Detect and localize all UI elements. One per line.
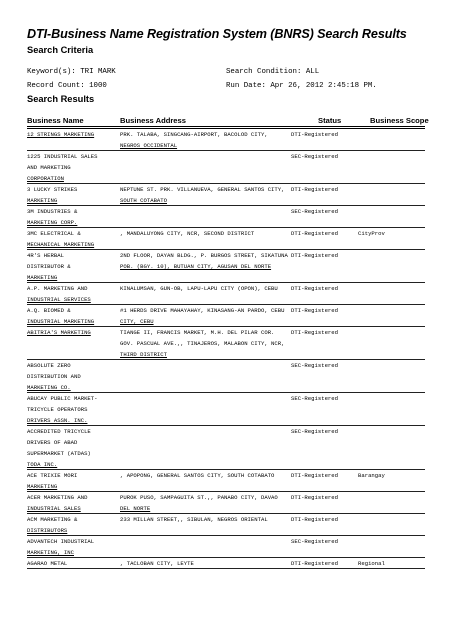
business-address-line: , MANDALUYONG CITY, NCR, SECOND DISTRICT (120, 230, 255, 237)
business-address-line: CITY, CEBU (120, 318, 154, 325)
cell-business-address (120, 228, 254, 239)
cell-business-address (120, 283, 278, 294)
cell-business-name (27, 327, 91, 338)
cell-business-address (120, 514, 268, 525)
business-name-line: MARKETING CORP. (27, 219, 78, 226)
business-name-line: DISTRIBUTION AND (27, 373, 81, 380)
cell-status: DTI-Registered (291, 516, 338, 523)
business-name-line: DRIVERS ASSN. INC. (27, 417, 88, 424)
business-address-line: 233 MILLAN STREET,, SIBULAN, NEGROS ORIENTAL (120, 516, 268, 523)
column-header-business-scope: Business Scope (370, 116, 429, 125)
cell-status: DTI-Registered (291, 307, 338, 314)
business-name-line: TRICYCLE OPERATORS (27, 406, 88, 413)
business-address-line: GOV. PASCUAL AVE.,, TINAJEROS, MALABON CITY, NCR, (120, 340, 285, 347)
business-address-line: DEL NORTE (120, 505, 151, 512)
cell-business-name (27, 360, 81, 393)
table-row (27, 283, 425, 305)
business-name-line: MECHANICAL MARKETING (27, 241, 95, 248)
business-name-line: AND MARKETING (27, 164, 71, 171)
table-row (27, 250, 425, 283)
cell-business-name (27, 283, 91, 305)
criteria-run-date: Run Date: Apr 26, 2012 2:45:18 PM. (226, 82, 377, 90)
business-name-line: ACE TRIXIE MORI (27, 472, 78, 479)
business-name-line: MARKETING (27, 197, 58, 204)
cell-status: SEC-Registered (291, 395, 338, 402)
table-row (27, 327, 425, 360)
cell-business-address (120, 129, 268, 151)
business-address-line: NEPTUNE ST. PRK. VILLANUEVA, GENERAL SANTOS CITY, (120, 186, 285, 193)
header-rule (27, 126, 425, 127)
business-address-line: , TACLOBAN CITY, LEYTE (120, 560, 194, 567)
business-name-line: A.Q. BIOMED & (27, 307, 71, 314)
cell-business-address (120, 492, 278, 514)
table-row (27, 536, 425, 558)
cell-business-name (27, 492, 87, 514)
search-results-heading: Search Results (27, 94, 95, 104)
table-row (27, 470, 425, 492)
cell-business-name (27, 426, 91, 470)
business-name-line: INDUSTRIAL SERVICES (27, 296, 91, 303)
cell-business-name (27, 250, 71, 283)
cell-business-scope: Barangay (358, 472, 385, 479)
business-name-line: 3MC ELECTRICAL & (27, 230, 81, 237)
business-name-line: ABITRIA'S MARKETING (27, 329, 91, 336)
business-name-line: MARKETING, INC (27, 549, 74, 556)
table-row (27, 393, 425, 426)
table-row (27, 228, 425, 250)
cell-status: SEC-Registered (291, 208, 338, 215)
business-name-line: CORPORATION (27, 175, 64, 182)
cell-business-address (120, 470, 274, 481)
business-name-line: 3 LUCKY STRIKES (27, 186, 78, 193)
cell-status: DTI-Registered (291, 186, 338, 193)
business-address-line: PUROK PUSO, SAMPAGUITA ST.,, PANABO CITY, DAVAO (120, 494, 278, 501)
cell-business-name (27, 305, 94, 327)
business-name-line: AGARAO METAL (27, 560, 68, 567)
table-row (27, 360, 425, 393)
cell-business-name (27, 536, 94, 558)
cell-status: DTI-Registered (291, 230, 338, 237)
cell-business-name (27, 470, 77, 492)
business-name-line: ABSOLUTE ZERO (27, 362, 71, 369)
cell-business-scope: CityProv (358, 230, 385, 237)
business-address-line: 2ND FLOOR, DAYAN BLDG., P. BURGOS STREET, SIKATUNA (120, 252, 288, 259)
cell-business-name (27, 514, 77, 536)
cell-business-name (27, 206, 77, 228)
cell-business-address (120, 184, 284, 206)
business-address-line: KINALUMSAN, GUN-OB, LAPU-LAPU CITY (OPON), CEBU (120, 285, 278, 292)
cell-business-scope: Regional (358, 560, 385, 567)
business-name-line: DRIVERS OF ABAD (27, 439, 78, 446)
cell-business-address (120, 305, 284, 327)
table-row (27, 129, 425, 151)
table-row (27, 206, 425, 228)
business-name-line: MARKETING CO. (27, 384, 71, 391)
business-name-line: 1225 INDUSTRIAL SALES (27, 153, 98, 160)
table-row (27, 151, 425, 184)
business-name-line: MARKETING (27, 274, 58, 281)
cell-business-address (120, 327, 284, 360)
business-name-line: ABUCAY PUBLIC MARKET- (27, 395, 98, 402)
cell-business-name (27, 151, 98, 184)
column-header-business-name: Business Name (27, 116, 84, 125)
cell-business-address (120, 250, 288, 272)
table-row (27, 305, 425, 327)
cell-status: DTI-Registered (291, 131, 338, 138)
business-name-line: ADVANTECH INDUSTRIAL (27, 538, 95, 545)
business-address-line: PRK. TALABA, SINGCANG-AIRPORT, BACOLOD CITY, (120, 131, 268, 138)
cell-business-name (27, 129, 94, 140)
business-address-line: #1 HERDS DRIVE MAHAYAHAY, KINASANG-AN PARDO, CEBU (120, 307, 285, 314)
business-name-line: 4R'S HERBAL (27, 252, 64, 259)
business-name-line: INDUSTRIAL SALES (27, 505, 81, 512)
criteria-record-count: Record Count: 1000 (27, 82, 107, 90)
cell-status: SEC-Registered (291, 428, 338, 435)
business-address-line: TIANGE II, FRANCIS MARKET, M.H. DEL PILAR COR. (120, 329, 275, 336)
business-address-line: NEGROS OCCIDENTAL (120, 142, 178, 149)
column-header-business-address: Business Address (120, 116, 186, 125)
business-address-line: SOUTH COTABATO (120, 197, 167, 204)
cell-status: DTI-Registered (291, 494, 338, 501)
business-name-line: DISTRIBUTOR & (27, 263, 71, 270)
cell-status: SEC-Registered (291, 362, 338, 369)
page-title: DTI-Business Name Registration System (BNRS) Search Results (27, 27, 407, 41)
business-name-line: 12 STRINGS MARKETING (27, 131, 95, 138)
business-name-line: TODA INC. (27, 461, 58, 468)
cell-status: DTI-Registered (291, 329, 338, 336)
cell-business-name (27, 393, 98, 426)
table-row (27, 514, 425, 536)
cell-status: DTI-Registered (291, 252, 338, 259)
business-address-line: , APOPONG, GENERAL SANTOS CITY, SOUTH COTABATO (120, 472, 275, 479)
table-row (27, 492, 425, 514)
business-name-line: DISTRIBUTORS (27, 527, 68, 534)
search-criteria-heading: Search Criteria (27, 45, 94, 55)
table-row (27, 184, 425, 206)
business-name-line: ACER MARKETING AND (27, 494, 88, 501)
business-name-line: ACCREDITED TRICYCLE (27, 428, 91, 435)
cell-business-name (27, 228, 94, 250)
business-name-line: ACM MARKETING & (27, 516, 78, 523)
business-address-line: THIRD DISTRICT (120, 351, 167, 358)
cell-status: DTI-Registered (291, 560, 338, 567)
criteria-keyword: Keyword(s): TRI MARK (27, 68, 116, 76)
cell-status: SEC-Registered (291, 153, 338, 160)
table-row (27, 426, 425, 470)
business-name-line: INDUSTRIAL MARKETING (27, 318, 95, 325)
business-name-line: A.P. MARKETING AND (27, 285, 88, 292)
business-name-line: SUPERMARKET (ATDAS) (27, 450, 91, 457)
business-address-line: POB. (BGY. 10), BUTUAN CITY, AGUSAN DEL NORTE (120, 263, 272, 270)
cell-status: DTI-Registered (291, 472, 338, 479)
business-name-line: 3M INDUSTRIES & (27, 208, 78, 215)
column-header-status: Status (318, 116, 342, 125)
row-divider (27, 568, 425, 569)
cell-status: DTI-Registered (291, 285, 338, 292)
business-name-line: MARKETING (27, 483, 58, 490)
cell-status: SEC-Registered (291, 538, 338, 545)
criteria-condition: Search Condition: ALL (226, 68, 320, 76)
cell-business-name (27, 184, 77, 206)
